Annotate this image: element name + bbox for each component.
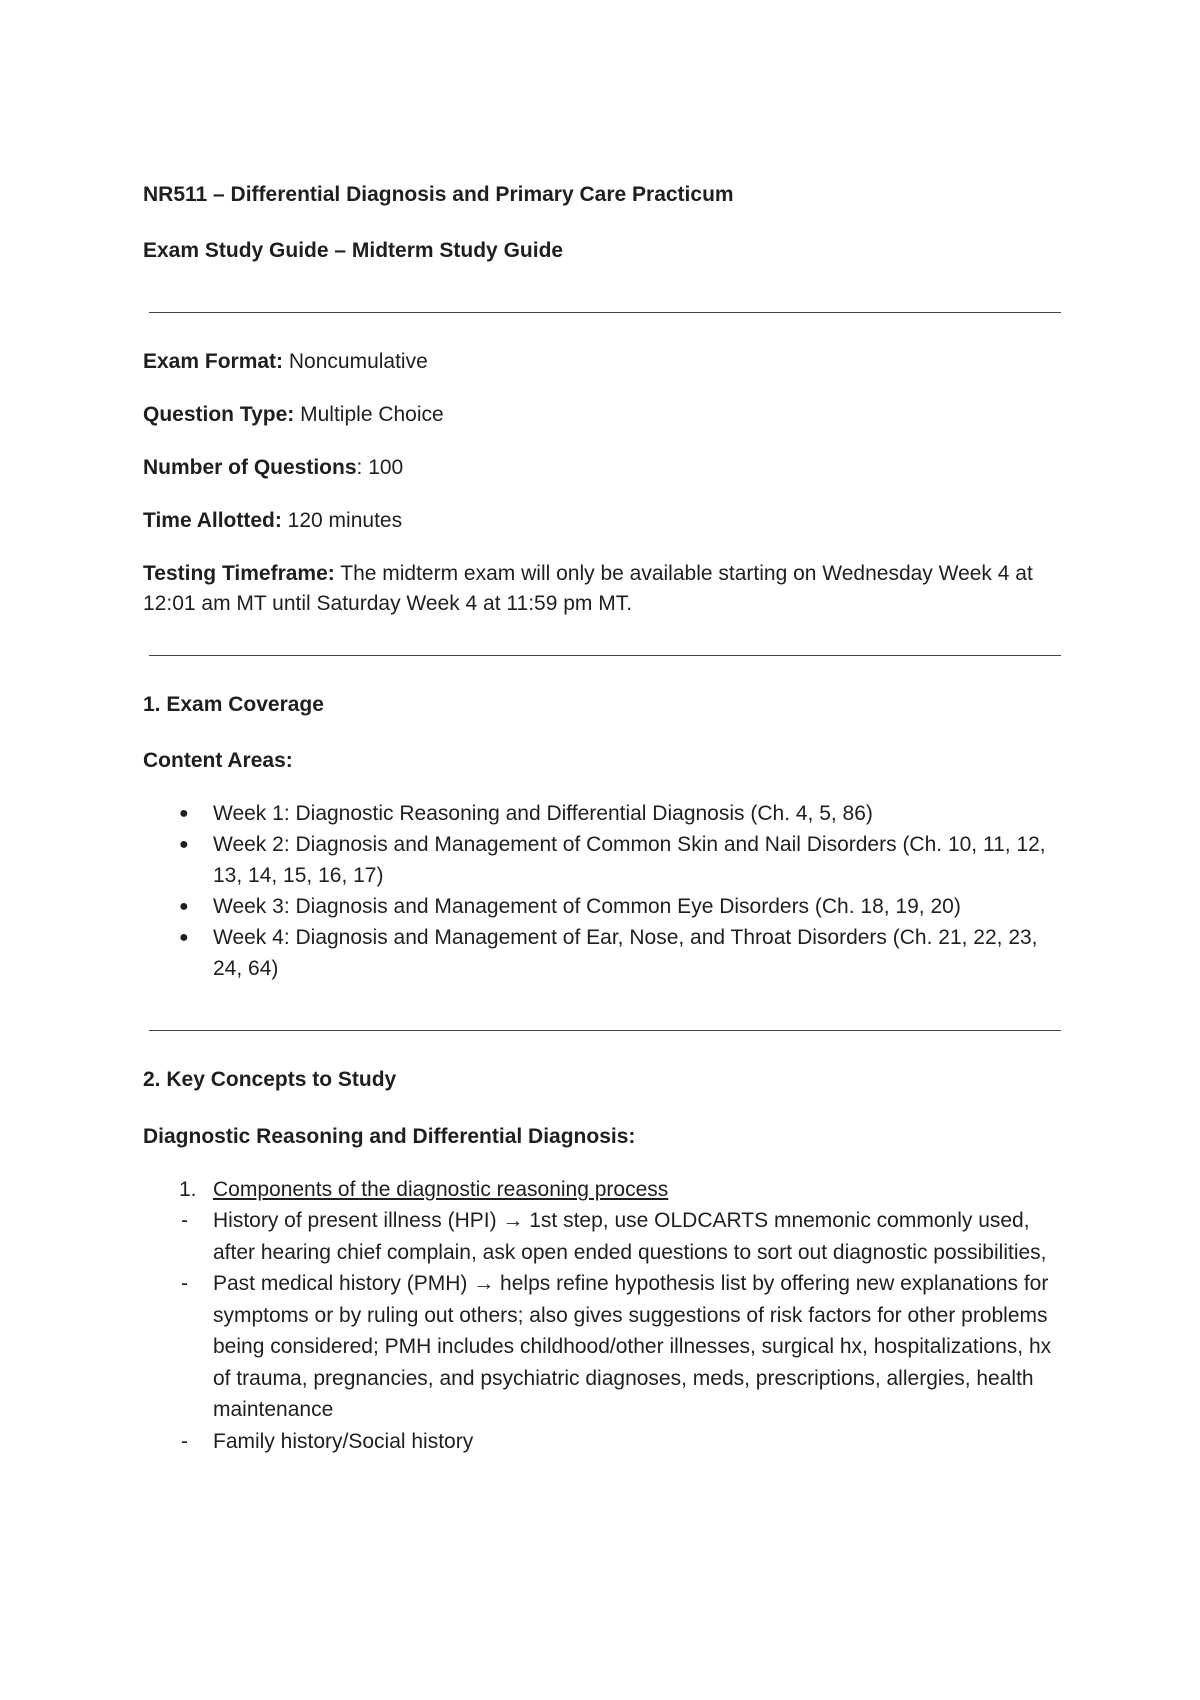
question-type-label: Question Type: bbox=[143, 403, 295, 426]
bullet-icon: ● bbox=[179, 898, 189, 915]
numbered-item bbox=[143, 1174, 1068, 1205]
content-areas-list bbox=[143, 798, 1068, 984]
question-type bbox=[143, 400, 1068, 430]
exam-format-label: Exam Format: bbox=[143, 350, 284, 373]
dash-marker: - bbox=[181, 1209, 188, 1232]
time-allotted bbox=[143, 506, 1068, 536]
time-allotted-value: 120 minutes bbox=[281, 509, 403, 532]
testing-timeframe-label: Testing Timeframe: bbox=[143, 562, 335, 585]
concepts-subhead: Diagnostic Reasoning and Differential Diagnosis: bbox=[143, 1125, 636, 1148]
list-item bbox=[143, 922, 1068, 984]
dash-marker: - bbox=[181, 1272, 188, 1295]
list-item-text: Week 1: Diagnostic Reasoning and Differential Diagnosis (Ch. 4, 5, 86) bbox=[213, 802, 873, 825]
testing-timeframe-value: The midterm exam will only be available starting on Wednesday Week 4 at 12:01 am MT until Saturday Week 4 at 11:59 pm MT. bbox=[143, 562, 1033, 615]
bullet-icon: ● bbox=[179, 836, 189, 853]
list-item bbox=[143, 798, 1068, 829]
time-allotted-label: Time Allotted: bbox=[143, 509, 282, 532]
dash-item bbox=[143, 1268, 1068, 1426]
testing-timeframe bbox=[143, 559, 1068, 619]
list-item-text: Week 3: Diagnosis and Management of Common Eye Disorders (Ch. 18, 19, 20) bbox=[213, 895, 961, 918]
number-of-questions-label: Number of Questions bbox=[143, 456, 357, 479]
dash-item-text: Past medical history (PMH) → helps refine hypothesis list by offering new explanations for symptoms or by ruling out others; also gives suggestions of risk factors for other problems being considered; PMH includes childhood/other illnesses, surgical hx, hospitalizations, hx of trauma, pregnancies, and psychiatric diagnoses, meds, prescriptions, allergies, health maintenance bbox=[213, 1272, 1052, 1421]
list-item bbox=[143, 891, 1068, 922]
exam-format bbox=[143, 347, 1068, 377]
list-item-text: Week 4: Diagnosis and Management of Ear, Nose, and Throat Disorders (Ch. 21, 22, 23, 24, 64) bbox=[213, 926, 1038, 980]
content-areas-label: Content Areas: bbox=[143, 749, 293, 772]
list-item-text: Week 2: Diagnosis and Management of Common Skin and Nail Disorders (Ch. 10, 11, 12, 13, 14, 15, 16, 17) bbox=[213, 833, 1046, 887]
number-of-questions bbox=[143, 453, 1068, 483]
document-subtitle: Exam Study Guide – Midterm Study Guide bbox=[143, 239, 564, 262]
dash-item bbox=[143, 1426, 1068, 1458]
item-number: 1. bbox=[179, 1178, 197, 1201]
numbered-item-text: Components of the diagnostic reasoning process bbox=[213, 1178, 669, 1201]
bullet-icon: ● bbox=[179, 805, 189, 822]
dash-item bbox=[143, 1205, 1068, 1268]
bullet-icon: ● bbox=[179, 929, 189, 946]
exam-format-value: Noncumulative bbox=[283, 350, 428, 373]
dash-marker: - bbox=[181, 1429, 188, 1453]
dash-item-text: Family history/Social history bbox=[213, 1429, 474, 1453]
section-key-concepts: 2. Key Concepts to Study bbox=[143, 1068, 397, 1091]
section-exam-coverage: 1. Exam Coverage bbox=[143, 693, 324, 716]
document-title: NR511 – Differential Diagnosis and Primary Care Practicum bbox=[143, 183, 734, 206]
number-of-questions-value: : 100 bbox=[356, 456, 404, 479]
question-type-value: Multiple Choice bbox=[294, 403, 444, 426]
list-item bbox=[143, 829, 1068, 891]
dash-item-text: History of present illness (HPI) → 1st step, use OLDCARTS mnemonic commonly used, after hearing chief complain, ask open ended questions to sort out diagnostic possibilities, bbox=[213, 1209, 1047, 1264]
document-page bbox=[143, 180, 1068, 1457]
